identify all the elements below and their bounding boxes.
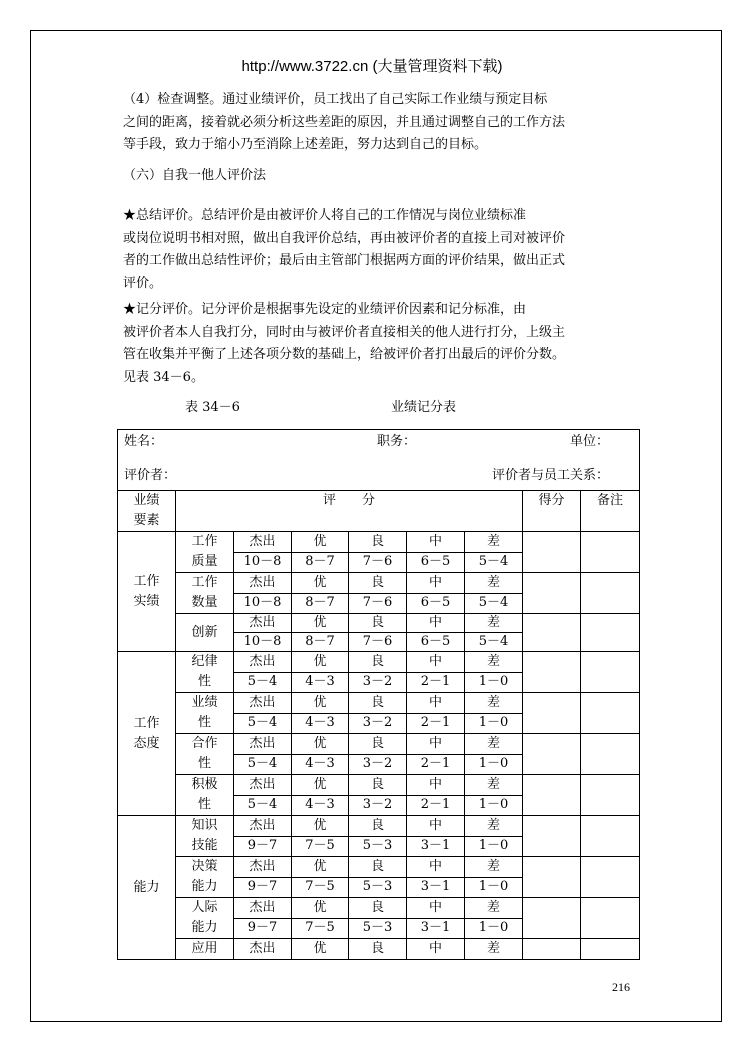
grade-cell: 优 <box>292 652 349 673</box>
score-entry-cell[interactable] <box>523 734 581 775</box>
remark-entry-cell[interactable] <box>581 573 640 614</box>
sub-factor-cell <box>176 652 234 693</box>
range-cell: 1－0 <box>465 836 523 857</box>
sub-factor-label: 性 <box>197 715 211 730</box>
range-cell: 7－5 <box>292 836 349 857</box>
range-cell: 3－1 <box>407 877 465 898</box>
grade-cell: 杰出 <box>234 775 292 796</box>
range-cell: 1－0 <box>465 918 523 939</box>
grade-cell: 优 <box>292 898 349 919</box>
grade-cell: 优 <box>292 857 349 878</box>
remark-entry-cell[interactable] <box>581 614 640 652</box>
range-cell: 7－5 <box>292 877 349 898</box>
grade-cell: 差 <box>465 532 523 553</box>
grade-cell: 良 <box>349 652 407 673</box>
factor-group-cell <box>118 652 176 816</box>
grade-cell: 杰出 <box>234 652 292 673</box>
sub-factor-label: 技能 <box>191 838 218 853</box>
range-cell: 7－5 <box>292 918 349 939</box>
grade-cell: 中 <box>407 652 465 673</box>
grade-cell: 杰出 <box>234 816 292 837</box>
grade-row <box>118 652 640 673</box>
grade-cell: 差 <box>465 898 523 919</box>
sub-factor-label: 性 <box>197 797 211 812</box>
sub-factor-cell <box>176 857 234 898</box>
sub-factor-label: 工作 <box>191 534 218 549</box>
remark-entry-cell[interactable] <box>581 652 640 693</box>
grade-cell: 中 <box>407 532 465 553</box>
range-cell: 2－1 <box>407 672 465 693</box>
grade-cell: 良 <box>349 775 407 796</box>
range-cell: 9－7 <box>234 877 292 898</box>
sub-factor-cell <box>176 775 234 816</box>
table-number: 表 34－6 <box>185 400 240 415</box>
range-cell: 8－7 <box>292 552 349 573</box>
sub-factor-label: 积极 <box>191 777 218 792</box>
name-label: 姓名： <box>124 434 164 449</box>
sub-factor-label: 性 <box>197 756 211 771</box>
sub-factor-label: 业绩 <box>191 695 218 710</box>
range-cell: 9－7 <box>234 836 292 857</box>
score-header: 评 分 <box>176 491 523 532</box>
remark-header: 备注 <box>581 491 640 532</box>
grade-cell: 中 <box>407 816 465 837</box>
grade-cell: 杰出 <box>234 532 292 553</box>
grade-row <box>118 816 640 837</box>
paragraph-summary-eval <box>123 205 633 295</box>
remark-entry-cell[interactable] <box>581 939 640 960</box>
sub-factor-label: 质量 <box>191 554 218 569</box>
range-cell: 1－0 <box>465 713 523 734</box>
range-cell: 3－2 <box>349 672 407 693</box>
sub-factor-cell <box>176 816 234 857</box>
range-cell: 7－6 <box>349 552 407 573</box>
remark-entry-cell[interactable] <box>581 734 640 775</box>
sub-factor-label: 人际 <box>191 900 218 915</box>
grade-cell: 中 <box>407 693 465 714</box>
grade-row <box>118 898 640 919</box>
grade-row <box>118 693 640 714</box>
range-cell: 4－3 <box>292 713 349 734</box>
grade-row <box>118 734 640 755</box>
sub-factor-cell <box>176 734 234 775</box>
table-title: 业绩记分表 <box>391 400 457 415</box>
grade-cell: 良 <box>349 939 407 960</box>
range-cell: 5－4 <box>465 633 523 652</box>
grade-cell: 良 <box>349 693 407 714</box>
range-cell: 5－4 <box>234 754 292 775</box>
range-cell: 1－0 <box>465 672 523 693</box>
grade-cell: 杰出 <box>234 857 292 878</box>
grade-cell: 差 <box>465 857 523 878</box>
remark-entry-cell[interactable] <box>581 693 640 734</box>
score-entry-cell[interactable] <box>523 857 581 898</box>
sub-factor-cell <box>176 532 234 573</box>
grade-cell: 中 <box>407 573 465 594</box>
sub-factor-cell <box>176 573 234 614</box>
grade-cell: 杰出 <box>234 898 292 919</box>
text-line: 评价。 <box>123 275 163 291</box>
grade-cell: 杰出 <box>234 693 292 714</box>
score-table <box>117 429 640 960</box>
grade-row <box>118 532 640 553</box>
grade-cell: 良 <box>349 573 407 594</box>
grade-cell: 良 <box>349 898 407 919</box>
grade-row <box>118 857 640 878</box>
grade-cell: 良 <box>349 532 407 553</box>
range-cell: 3－1 <box>407 918 465 939</box>
score-entry-cell[interactable] <box>523 775 581 816</box>
grade-cell: 中 <box>407 775 465 796</box>
range-cell: 5－4 <box>234 713 292 734</box>
sub-factor-cell <box>176 898 234 939</box>
remark-entry-cell[interactable] <box>581 857 640 898</box>
text-line: 之间的距离，接着就必须分析这些差距的原因，并且通过调整自己的工作方法 <box>123 114 566 130</box>
range-cell: 4－3 <box>292 754 349 775</box>
text-line: 管在收集并平衡了上述各项分数的基础上，给被评价者打出最后的评价分数。 <box>123 347 566 362</box>
range-cell: 8－7 <box>292 593 349 614</box>
factor-header <box>118 491 176 532</box>
grade-cell: 优 <box>292 734 349 755</box>
grade-cell: 杰出 <box>234 573 292 594</box>
range-cell: 2－1 <box>407 754 465 775</box>
range-cell: 6－5 <box>407 552 465 573</box>
paragraph-check-adjust <box>123 89 633 157</box>
remark-entry-cell[interactable] <box>581 532 640 573</box>
sub-factor-label: 能力 <box>191 879 218 894</box>
range-cell: 3－2 <box>349 754 407 775</box>
grade-cell: 差 <box>465 939 523 960</box>
evaluator-label: 评价者： <box>124 468 177 483</box>
grade-cell: 良 <box>349 734 407 755</box>
section-heading: （六）自我一他人评价法 <box>123 168 267 183</box>
range-cell: 3－2 <box>349 795 407 816</box>
text-line: ★总结评价。总结评价是由被评价人将自己的工作情况与岗位业绩标准 <box>123 208 527 223</box>
grade-cell: 优 <box>292 532 349 553</box>
range-cell: 5－4 <box>234 672 292 693</box>
score-entry-cell[interactable] <box>523 652 581 693</box>
sub-factor-label: 纪律 <box>191 654 218 669</box>
range-cell: 5－3 <box>349 918 407 939</box>
range-cell: 5－4 <box>465 552 523 573</box>
grade-cell: 中 <box>407 734 465 755</box>
grade-cell: 杰出 <box>234 939 292 960</box>
range-cell: 2－1 <box>407 713 465 734</box>
grade-cell: 杰出 <box>234 614 292 633</box>
remark-entry-cell[interactable] <box>581 898 640 939</box>
relation-label: 评价者与员工关系： <box>492 468 610 483</box>
sub-factor-label: 创新 <box>191 624 218 640</box>
range-cell: 6－5 <box>407 633 465 652</box>
grade-row <box>118 573 640 594</box>
sub-factor-label: 能力 <box>191 920 218 935</box>
position-label: 职务： <box>377 434 417 449</box>
range-cell: 5－4 <box>465 593 523 614</box>
range-cell: 3－1 <box>407 836 465 857</box>
grade-cell: 良 <box>349 816 407 837</box>
grade-cell: 优 <box>292 614 349 633</box>
result-header: 得分 <box>523 491 581 532</box>
score-entry-cell[interactable] <box>523 532 581 573</box>
text-line: 被评价者本人自我打分，同时由与被评价者直接相关的他人进行打分，上级主 <box>123 324 566 340</box>
grade-cell: 良 <box>349 614 407 633</box>
grade-cell: 差 <box>465 652 523 673</box>
range-cell: 5－3 <box>349 836 407 857</box>
text-line: 或岗位说明书相对照，做出自我评价总结，再由被评价者的直接上司对被评价 <box>123 230 566 246</box>
text-line: ★记分评价。记分评价是根据事先设定的业绩评价因素和记分标准，由 <box>123 302 527 317</box>
range-cell: 10－8 <box>234 552 292 573</box>
grade-row <box>118 939 640 960</box>
grade-cell: 差 <box>465 573 523 594</box>
range-cell: 3－2 <box>349 713 407 734</box>
factor-group-cell <box>118 532 176 652</box>
factor-group-label: 实绩 <box>133 593 160 609</box>
range-cell: 4－3 <box>292 795 349 816</box>
range-cell: 9－7 <box>234 918 292 939</box>
score-entry-cell[interactable] <box>523 939 581 960</box>
table-header-row <box>118 491 640 532</box>
factor-header-line: 业绩 <box>133 493 160 508</box>
sub-factor-cell <box>176 693 234 734</box>
sub-factor-label: 数量 <box>191 595 218 610</box>
remark-entry-cell[interactable] <box>581 775 640 816</box>
score-entry-cell[interactable] <box>523 573 581 614</box>
text-line: 者的工作做出总结性评价；最后由主管部门根据两方面的评价结果，做出正式 <box>123 253 566 268</box>
grade-cell: 优 <box>292 939 349 960</box>
sub-factor-label: 工作 <box>191 575 218 590</box>
range-cell: 1－0 <box>465 754 523 775</box>
page-number: 216 <box>612 980 630 994</box>
grade-cell: 差 <box>465 734 523 755</box>
factor-group-label: 工作 <box>133 715 160 731</box>
grade-cell: 差 <box>465 775 523 796</box>
grade-cell: 优 <box>292 816 349 837</box>
grade-cell: 中 <box>407 857 465 878</box>
range-cell: 4－3 <box>292 672 349 693</box>
factor-group-label: 态度 <box>133 735 160 751</box>
grade-cell: 差 <box>465 614 523 633</box>
text-line: 见表 34－6。 <box>123 369 204 385</box>
info-cell <box>118 430 640 491</box>
range-cell: 10－8 <box>234 593 292 614</box>
score-entry-cell[interactable] <box>523 816 581 857</box>
grade-cell: 中 <box>407 898 465 919</box>
header-url[interactable]: http://www.3722.cn (大量管理资料下载) <box>241 58 503 75</box>
factor-header-line: 要素 <box>133 513 160 528</box>
grade-cell: 杰出 <box>234 734 292 755</box>
factor-group-label: 能力 <box>133 879 160 895</box>
sub-factor-label: 性 <box>197 674 211 689</box>
grade-cell: 良 <box>349 857 407 878</box>
text-line: （4）检查调整。通过业绩评价，员工找出了自己实际工作业绩与预定目标 <box>123 92 548 107</box>
score-entry-cell[interactable] <box>523 898 581 939</box>
range-cell: 2－1 <box>407 795 465 816</box>
range-cell: 10－8 <box>234 633 292 652</box>
score-entry-cell[interactable] <box>523 693 581 734</box>
text-line: 等手段，致力于缩小乃至消除上述差距，努力达到自己的目标。 <box>123 137 488 152</box>
sub-factor-label: 合作 <box>191 736 218 751</box>
grade-cell: 优 <box>292 775 349 796</box>
grade-cell: 优 <box>292 693 349 714</box>
score-entry-cell[interactable] <box>523 614 581 652</box>
sub-factor-cell <box>176 939 234 960</box>
grade-cell: 差 <box>465 693 523 714</box>
grade-cell: 优 <box>292 573 349 594</box>
grade-cell: 中 <box>407 614 465 633</box>
grade-cell: 差 <box>465 816 523 837</box>
sub-factor-cell <box>176 614 234 652</box>
sub-factor-label: 知识 <box>191 818 218 833</box>
sub-factor-label: 应用 <box>191 941 218 956</box>
range-cell: 1－0 <box>465 795 523 816</box>
table-info-row <box>118 430 640 491</box>
range-cell: 5－4 <box>234 795 292 816</box>
grade-row <box>118 614 640 633</box>
range-cell: 5－3 <box>349 877 407 898</box>
range-cell: 7－6 <box>349 633 407 652</box>
factor-group-label: 工作 <box>133 573 160 589</box>
grade-row <box>118 775 640 796</box>
paragraph-score-eval <box>123 299 633 389</box>
unit-label: 单位： <box>570 434 610 449</box>
factor-group-cell <box>118 816 176 960</box>
range-cell: 7－6 <box>349 593 407 614</box>
range-cell: 6－5 <box>407 593 465 614</box>
grade-cell: 中 <box>407 939 465 960</box>
range-cell: 1－0 <box>465 877 523 898</box>
sub-factor-label: 决策 <box>191 859 218 874</box>
range-cell: 8－7 <box>292 633 349 652</box>
remark-entry-cell[interactable] <box>581 816 640 857</box>
